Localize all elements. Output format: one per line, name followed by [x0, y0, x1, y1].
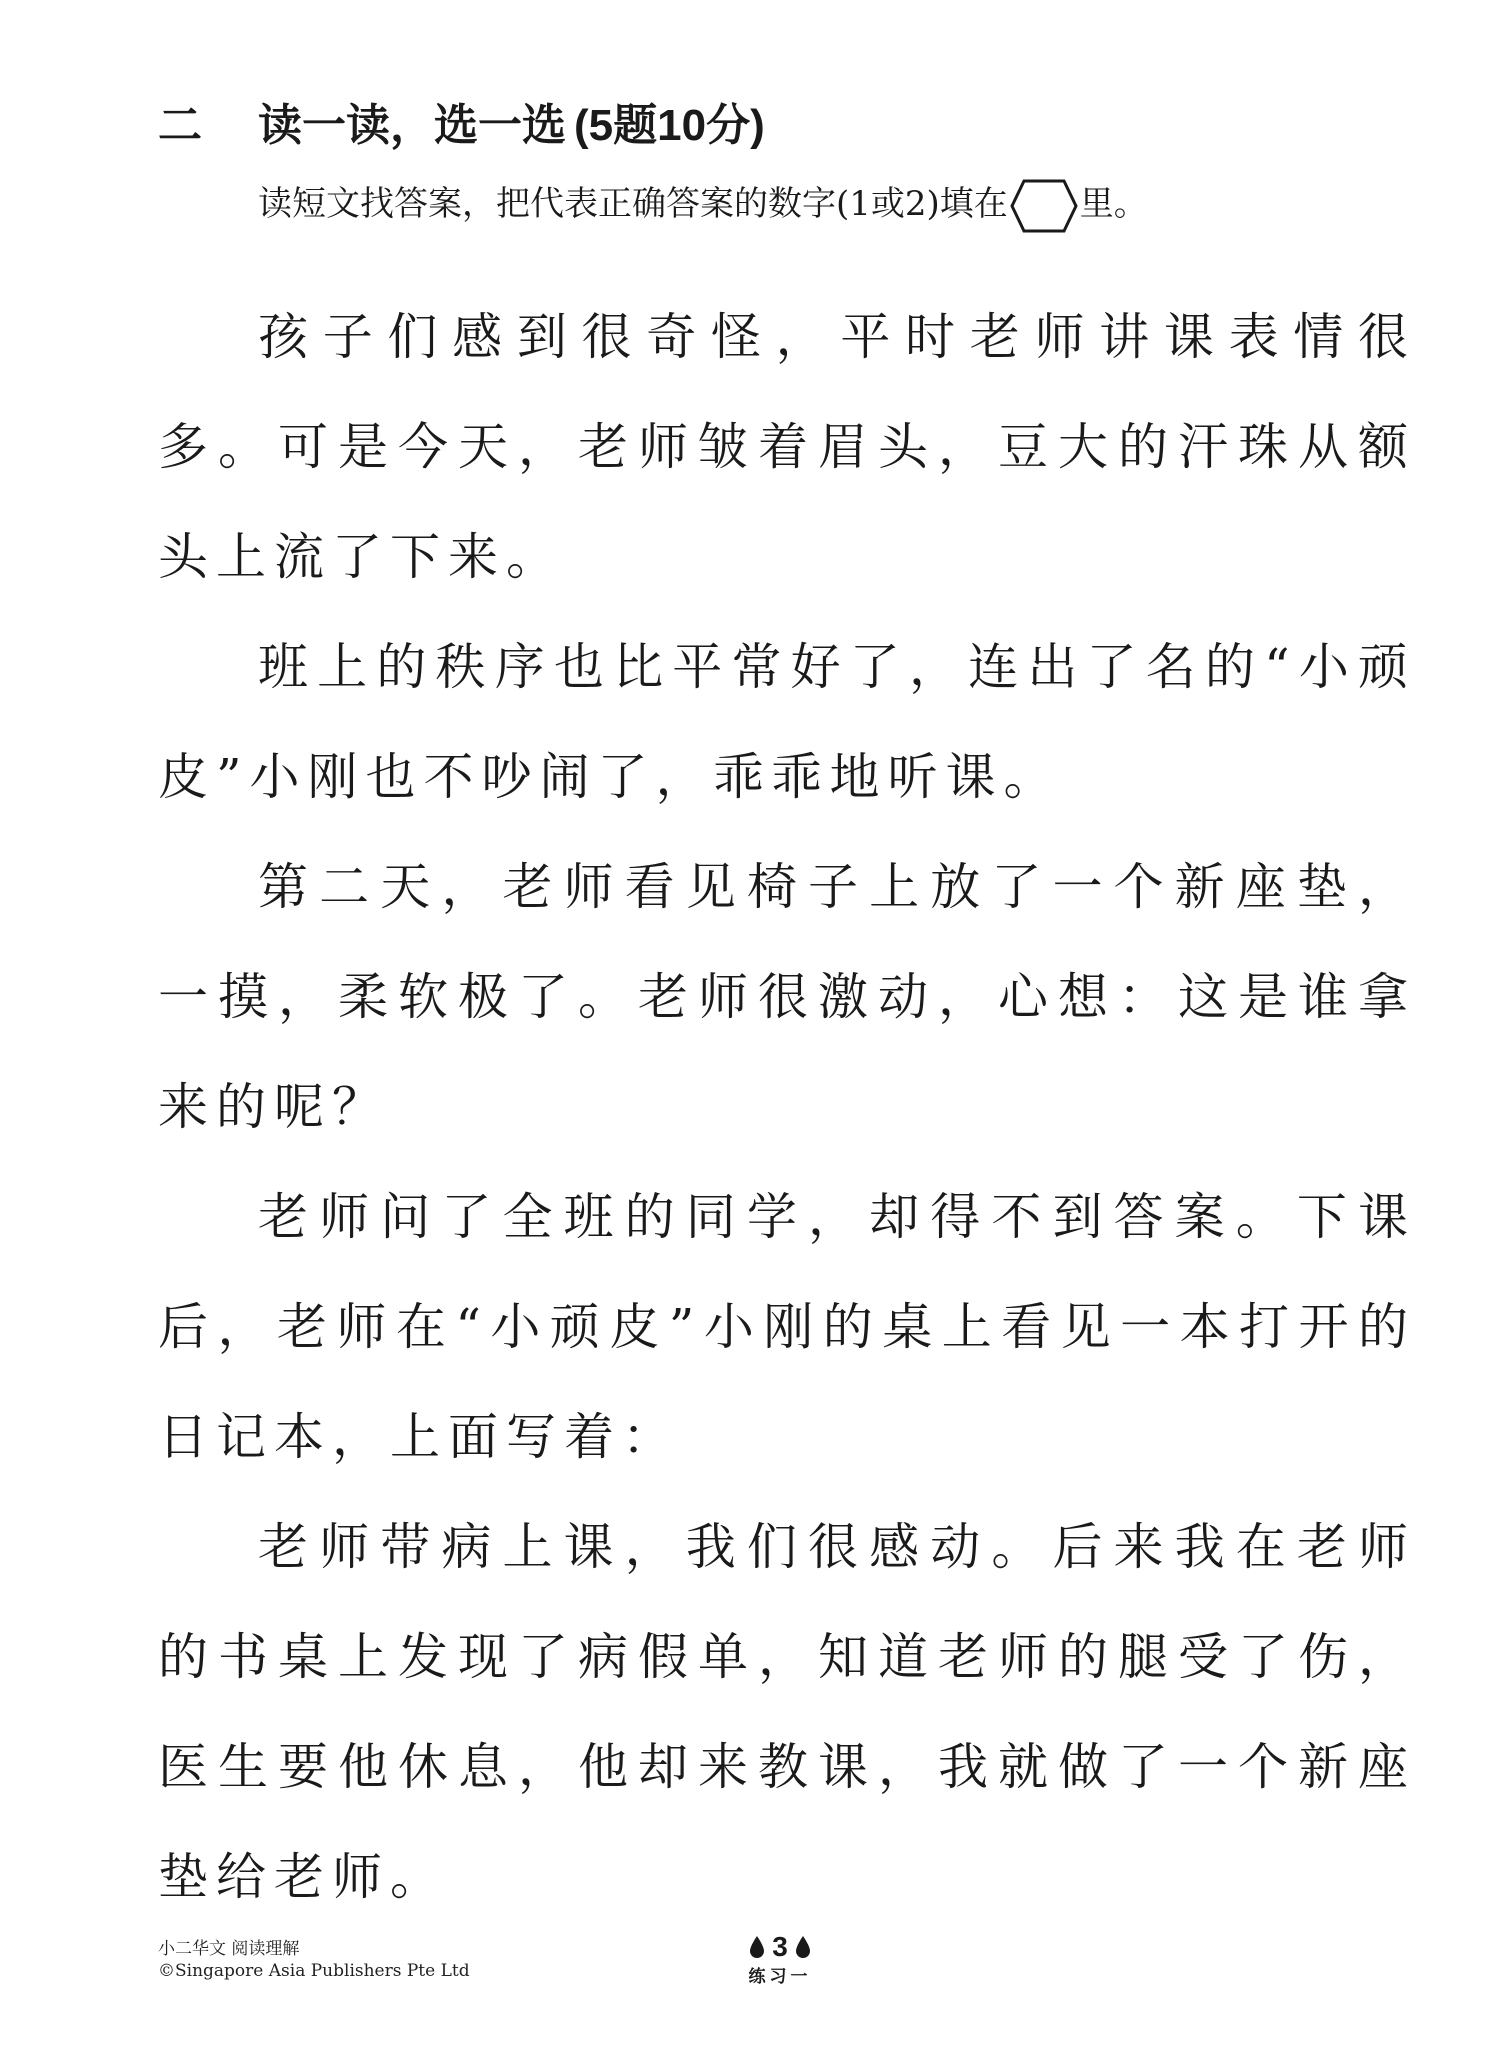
section-number: 二	[158, 101, 202, 150]
instruction-before: 读短文找答案，把代表正确答案的数字(1或2)填在	[258, 184, 1008, 224]
page-marker	[700, 1930, 860, 1990]
footer-info	[158, 1938, 470, 1982]
instruction-text	[258, 176, 1148, 234]
droplet-icon	[748, 1935, 766, 1959]
book-title: 小二华文 阅读理解	[158, 1939, 300, 1959]
hexagon-icon	[1010, 178, 1078, 234]
passage-paragraph: 老师问了全班的同学，却得不到答案。下课后，老师在“小顽皮”小刚的桌上看见一本打开的日记本，上面写着：	[158, 1188, 1416, 1466]
passage-paragraph: 老师带病上课，我们很感动。后来我在老师的书桌上发现了病假单，知道老师的腿受了伤，医生要他休息，他却来教课，我就做了一个新座垫给老师。	[158, 1518, 1416, 1906]
copyright-text: ©Singapore Asia Publishers Pte Ltd	[158, 1961, 470, 1981]
section-header	[158, 96, 765, 156]
instruction-after: 里。	[1079, 184, 1148, 224]
passage-paragraph: 孩子们感到很奇怪，平时老师讲课表情很多。可是今天，老师皱着眉头，豆大的汗珠从额头上流了下来。	[158, 308, 1416, 586]
reading-passage	[158, 282, 1416, 1932]
section-score: (5题10分)	[574, 101, 765, 150]
exercise-label: 练习一	[748, 1967, 812, 1987]
passage-paragraph: 班上的秩序也比平常好了，连出了名的“小顽皮”小刚也不吵闹了，乖乖地听课。	[158, 638, 1416, 806]
droplet-icon	[794, 1935, 812, 1959]
passage-paragraph: 第二天，老师看见椅子上放了一个新座垫，一摸，柔软极了。老师很激动，心想：这是谁拿来的呢？	[158, 858, 1416, 1136]
page-number: 3	[772, 1931, 788, 1962]
section-title: 读一读，选一选	[258, 101, 566, 150]
